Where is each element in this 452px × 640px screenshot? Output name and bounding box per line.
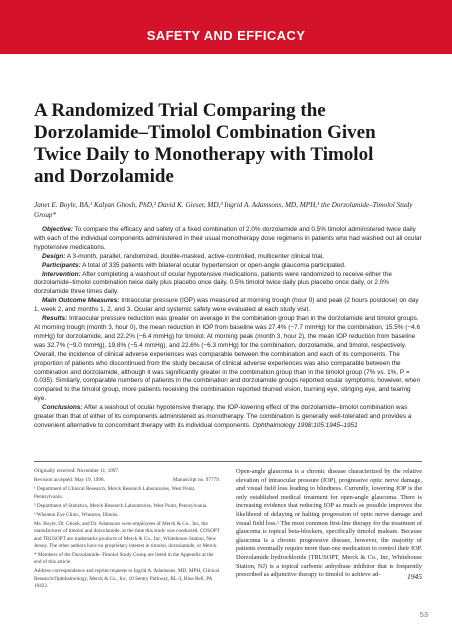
footnotes	[34, 468, 220, 592]
abstract-text: Intraocular pressure (IOP) was measured at morning trough (hour 0) and peak (2 hours postdose) on day 1, week 2, and months 1, 2, and 3. Ocular and systemic safety were evaluated at each study visit.	[34, 297, 419, 314]
abstract-outcome-measures	[34, 297, 422, 315]
abstract-text: Intraocular pressure reduction was greater on average in the combination group than in the dorzolamide and timolol groups. At morning trough (month 3, hour 0), the mean reduction in IOP from baseline was 27.4% (−7.7 mmHg) for the combination, 15.5% (−4.6 mmHg) for dorzolamide, and 22.2% (−6.4 mmHg) for timolol. At morning peak (month 3, hour 2), the mean IOP reduction from baseline was 32.7% (−9.0 mmHg), 19.8% (−5.4 mmHg), and 22.6% (−6.3 mmHg) for the combination, dorzolamide, and timolol, respectively. Overall, the incidence of clinical adverse experiences was comparable between the combination and each of its components. The proportion of patients who discontinued from the study because of clinical adverse experiences was also comparable between the combination and dorzolamide, although it was significantly greater in the combination group than in the timolol group (7% vs. 1%, P = 0.035). Similarly, comparable numbers of patients in the combination and dorzolamide groups reported ocular symptoms; however, when compared to the timolol group, more patients receiving the combination reported blurred vision, burning eye, stinging eye, and tearing eye.	[34, 315, 421, 403]
abstract-label: Design:	[42, 252, 66, 260]
abstract	[34, 226, 422, 431]
revision-row	[34, 477, 220, 484]
abstract-label: Main Outcome Measures:	[42, 297, 120, 305]
abstract-results	[34, 315, 422, 404]
abstract-text: A total of 335 patients with bilateral ocular hypertension or open-angle glaucoma participated.	[82, 261, 346, 269]
section-divider	[34, 461, 422, 462]
abstract-label: Intervention:	[42, 270, 81, 278]
abstract-text: After completing a washout of ocular hypotensive medications, patients were randomized to receive either the dorzolamide–timolol combination twice daily plus placebo once daily, 0.5% timolol twice daily plus placebo once daily, or 2.0% dorzolamide three times daily.	[34, 270, 392, 296]
abstract-label: Objective:	[42, 226, 73, 233]
manuscript-number: Manuscript no. 97779.	[173, 477, 220, 484]
abstract-participants	[34, 262, 422, 271]
abstract-label: Results:	[42, 315, 68, 323]
abstract-text: A 3-month, parallel, randomized, double-masked, active-controlled, multicenter clinical trial.	[66, 252, 325, 260]
section-banner	[0, 0, 452, 54]
disclosure-note: Ms. Boyle, Dr. Ghosh, and Dr. Adamsons were employees of Merck & Co., Inc, the manufacturer of timolol and dorzolamide, at the time this study was conducted. COSOPT and TRUSOPT are trademarks products of Merck & Co., Inc, Whitehouse Station, New Jersey. The other authors have no proprietary interest in timolol, dorzolamide, or Merck.	[34, 521, 220, 549]
page-number: 53	[419, 610, 428, 619]
article-title: A Randomized Trial Comparing the Dorzolamide–Timolol Combination Given Twice Daily to Monotherapy with Timolol and Dorzolamide	[34, 100, 376, 187]
abstract-intervention	[34, 271, 422, 298]
abstract-text: After a washout of ocular hypotensive therapy, the IOP-lowering effect of the dorzolamide–timolol combination was greater than that of either of its components administered as monotherapy. The combination is generally well-tolerated and provides a convenient alternative to concomitant therapy with its individual components.	[34, 404, 412, 429]
affiliation-3: ³ Wheaton Eye Clinic, Wheaton, Illinois.	[34, 512, 119, 519]
author-list: Janet E. Boyle, BA,¹ Kalyan Ghosh, PhD,² David K. Gieser, MD,³ Ingrid A. Adamsons, MD, MPH,¹ the Dorzolamide–Timolol Study Group*	[34, 201, 413, 219]
study-group-note: * Members of the Dorzolamide–Timolol Study Group are listed in the Appendix at the end of this article.	[34, 552, 214, 566]
abstract-label: Conclusions:	[42, 404, 83, 412]
revision-date: Revision accepted: May 19, 1998.	[34, 477, 105, 484]
body-text-column	[236, 468, 422, 580]
abstract-objective	[34, 226, 422, 253]
affiliation-2: ² Department of Statistics, Merck Research Laboratories, West Point, Pennsylvania.	[34, 502, 208, 509]
journal-citation: Ophthalmology 1998;105:1945–1951	[252, 421, 358, 429]
abstract-text: To compare the efficacy and safety of a fixed combination of 2.0% dorzolamide and 0.5% timolol administered twice daily with each of the individual components administered in their usual monotherapy dose regimens in patients who had washed out all ocular hypotensive medications.	[34, 226, 422, 251]
abstract-label: Participants:	[42, 261, 81, 269]
abstract-conclusions	[34, 404, 422, 431]
abstract-design	[34, 253, 422, 262]
body-paragraph: Open-angle glaucoma is a chronic disease characterized by the relative elevation of intraocular pressure (IOP), progressive optic nerve damage, and visual field loss leading to blindness. Currently, lowering IOP is the only established medical treatment for open-angle glaucoma. There is increasing evidence that reducing IOP as much as possible improves the likelihood of delaying or halting progression of optic nerve damage and visual field loss.¹ The most common first-line therapy for the treatment of glaucoma is topical beta-blockers, specifically timolol maleate. Because glaucoma is a chronic progressive disease, however, the majority of patients eventually require more than one medication to control their IOP. Dorzolamide hydrochloride (TRUSOPT, Merck & Co., Inc, Whitehouse Station, NJ) is a topical carbonic anhydrase inhibitor that is frequently prescribed as adjunctive therapy to timolol to achieve ad-	[236, 468, 422, 579]
section-label: SAFETY AND EFFICACY	[146, 28, 306, 43]
affiliation-1: ¹ Department of Clinical Research, Merck Research Laboratories, West Point, Pennsylvania.	[34, 486, 196, 500]
journal-page-number: 1945	[407, 572, 422, 581]
received-date: Originally received: November 11, 1997.	[34, 468, 120, 474]
correspondence-note: Address correspondence and reprint requests to Ingrid A. Adamsons, MD, MPH, Clinical Research/Ophthalmology, Merck & Co., Inc, 10 Sentry Parkway, BL-3, Blue Bell, PA 19422.	[34, 568, 220, 589]
